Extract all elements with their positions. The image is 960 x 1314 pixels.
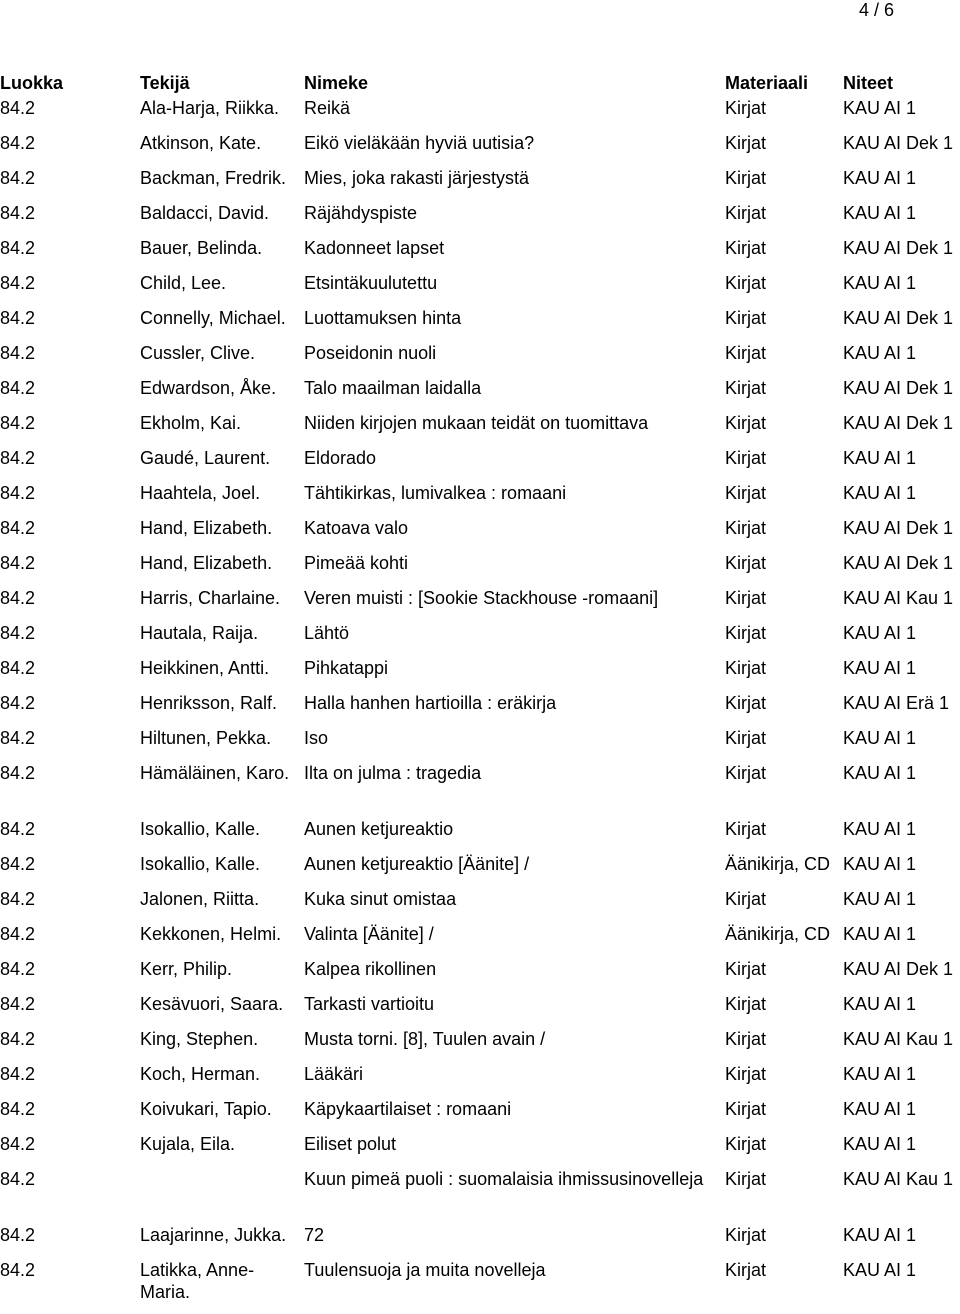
cell-nimeke: Musta torni. [8], Tuulen avain / (304, 1029, 546, 1049)
cell-tekija: Kujala, Eila. (140, 1134, 236, 1154)
cell-niteet: KAU AI 1 (843, 728, 917, 748)
table-row (0, 762, 960, 817)
table-row (0, 727, 960, 762)
cell-tekija: Ala-Harja, Riikka. (140, 98, 280, 118)
cell-tekija: King, Stephen. (140, 1029, 259, 1049)
cell-luokka: 84.2 (0, 553, 36, 573)
cell-tekija: Backman, Fredrik. (140, 168, 287, 188)
table-row (0, 237, 960, 272)
cell-niteet: KAU AI 1 (843, 1225, 917, 1245)
cell-nimeke: Tuulensuoja ja muita novelleja (304, 1260, 546, 1280)
cell-materiaali: Kirjat (725, 133, 767, 153)
cell-luokka: 84.2 (0, 924, 36, 944)
cell-luokka: 84.2 (0, 483, 36, 503)
table-row (0, 1028, 960, 1063)
cell-tekija: Isokallio, Kalle. (140, 819, 261, 839)
cell-luokka: 84.2 (0, 343, 36, 363)
column-header-materiaali: Materiaali (725, 73, 809, 93)
page-number: 4 / 6 (858, 0, 894, 20)
cell-nimeke: Veren muisti : [Sookie Stackhouse -romaani] (304, 588, 659, 608)
cell-tekija: Isokallio, Kalle. (140, 854, 261, 874)
cell-luokka: 84.2 (0, 203, 36, 223)
cell-materiaali: Kirjat (725, 959, 767, 979)
cell-luokka: 84.2 (0, 854, 36, 874)
column-header-nimeke: Nimeke (304, 73, 369, 93)
cell-materiaali: Kirjat (725, 623, 767, 643)
cell-nimeke: Aunen ketjureaktio [Äänite] / (304, 854, 530, 874)
table-row (0, 993, 960, 1028)
cell-nimeke: Talo maailman laidalla (304, 378, 482, 398)
cell-materiaali: Kirjat (725, 1099, 767, 1119)
cell-nimeke: Aunen ketjureaktio (304, 819, 454, 839)
cell-materiaali: Kirjat (725, 203, 767, 223)
cell-materiaali: Kirjat (725, 693, 767, 713)
table-row (0, 923, 960, 958)
cell-nimeke: Etsintäkuulutettu (304, 273, 438, 293)
cell-tekija: Koch, Herman. (140, 1064, 261, 1084)
cell-nimeke: Ilta on julma : tragedia (304, 763, 482, 783)
table-row (0, 692, 960, 727)
cell-tekija: Gaudé, Laurent. (140, 448, 271, 468)
table-row (0, 1098, 960, 1133)
table-row (0, 1133, 960, 1168)
cell-niteet: KAU AI 1 (843, 819, 917, 839)
cell-tekija: Ekholm, Kai. (140, 413, 242, 433)
table-row (0, 587, 960, 622)
cell-tekija: Hiltunen, Pekka. (140, 728, 272, 748)
cell-niteet: KAU AI 1 (843, 483, 917, 503)
table-header (0, 72, 960, 94)
cell-tekija: Baldacci, David. (140, 203, 270, 223)
cell-tekija: Hand, Elizabeth. (140, 518, 273, 538)
cell-luokka: 84.2 (0, 959, 36, 979)
cell-niteet: KAU AI 1 (843, 1064, 917, 1084)
cell-luokka: 84.2 (0, 588, 36, 608)
cell-luokka: 84.2 (0, 238, 36, 258)
cell-nimeke: Pihkatappi (304, 658, 389, 678)
cell-materiaali: Kirjat (725, 1029, 767, 1049)
cell-luokka: 84.2 (0, 693, 36, 713)
cell-niteet: KAU AI Dek 1 (843, 553, 954, 573)
cell-tekija: Kesävuori, Saara. (140, 994, 284, 1014)
cell-materiaali: Kirjat (725, 448, 767, 468)
cell-luokka: 84.2 (0, 1260, 36, 1280)
table-row (0, 1168, 960, 1223)
cell-niteet: KAU AI Dek 1 (843, 238, 954, 258)
cell-nimeke: Lääkäri (304, 1064, 364, 1084)
table-row (0, 622, 960, 657)
cell-niteet: KAU AI Dek 1 (843, 518, 954, 538)
cell-tekija: Jalonen, Riitta. (140, 889, 260, 909)
cell-nimeke: Käpykaartilaiset : romaani (304, 1099, 512, 1119)
cell-luokka: 84.2 (0, 1064, 36, 1084)
cell-niteet: KAU AI 1 (843, 924, 917, 944)
cell-luokka: 84.2 (0, 1134, 36, 1154)
table-row (0, 412, 960, 447)
cell-niteet: KAU AI 1 (843, 448, 917, 468)
cell-materiaali: Kirjat (725, 413, 767, 433)
cell-niteet: KAU AI Kau 1 (843, 588, 954, 608)
table-row (0, 1224, 960, 1259)
cell-materiaali: Kirjat (725, 1225, 767, 1245)
cell-materiaali: Äänikirja, CD (725, 924, 831, 944)
table-row (0, 1063, 960, 1098)
cell-materiaali: Kirjat (725, 553, 767, 573)
cell-nimeke: Eiliset polut (304, 1134, 397, 1154)
column-header-niteet: Niteet (843, 73, 894, 93)
cell-nimeke: Lähtö (304, 623, 350, 643)
cell-luokka: 84.2 (0, 623, 36, 643)
table-row (0, 517, 960, 552)
cell-niteet: KAU AI Kau 1 (843, 1029, 954, 1049)
cell-luokka: 84.2 (0, 273, 36, 293)
cell-nimeke: Valinta [Äänite] / (304, 924, 434, 944)
cell-nimeke: Kadonneet lapset (304, 238, 445, 258)
table-row (0, 97, 960, 132)
cell-niteet: KAU AI 1 (843, 98, 917, 118)
cell-niteet: KAU AI 1 (843, 1099, 917, 1119)
cell-nimeke: Kalpea rikollinen (304, 959, 437, 979)
cell-luokka: 84.2 (0, 728, 36, 748)
cell-nimeke: 72 (304, 1225, 325, 1245)
cell-nimeke: Mies, joka rakasti järjestystä (304, 168, 530, 188)
cell-materiaali: Kirjat (725, 819, 767, 839)
cell-luokka: 84.2 (0, 1029, 36, 1049)
cell-niteet: KAU AI 1 (843, 658, 917, 678)
table-row (0, 1259, 960, 1314)
cell-materiaali: Kirjat (725, 889, 767, 909)
cell-nimeke: Eikö vieläkään hyviä uutisia? (304, 133, 535, 153)
cell-tekija: Edwardson, Åke. (140, 378, 277, 398)
cell-nimeke: Kuka sinut omistaa (304, 889, 457, 909)
cell-niteet: KAU AI 1 (843, 273, 917, 293)
cell-nimeke: Poseidonin nuoli (304, 343, 437, 363)
cell-materiaali: Kirjat (725, 483, 767, 503)
cell-luokka: 84.2 (0, 378, 36, 398)
cell-materiaali: Kirjat (725, 238, 767, 258)
cell-niteet: KAU AI Dek 1 (843, 308, 954, 328)
cell-niteet: KAU AI Dek 1 (843, 413, 954, 433)
cell-luokka: 84.2 (0, 763, 36, 783)
cell-niteet: KAU AI Dek 1 (843, 378, 954, 398)
cell-materiaali: Kirjat (725, 308, 767, 328)
cell-niteet: KAU AI 1 (843, 203, 917, 223)
table-row (0, 853, 960, 888)
table-row (0, 202, 960, 237)
cell-tekija: Atkinson, Kate. (140, 133, 262, 153)
cell-luokka: 84.2 (0, 98, 36, 118)
cell-materiaali: Kirjat (725, 343, 767, 363)
cell-materiaali: Kirjat (725, 1169, 767, 1189)
cell-niteet: KAU AI Dek 1 (843, 959, 954, 979)
cell-luokka: 84.2 (0, 1169, 36, 1189)
cell-luokka: 84.2 (0, 819, 36, 839)
cell-materiaali: Kirjat (725, 168, 767, 188)
cell-luokka: 84.2 (0, 889, 36, 909)
table-row (0, 888, 960, 923)
column-header-tekija: Tekijä (140, 73, 190, 93)
cell-niteet: KAU AI 1 (843, 623, 917, 643)
table-row (0, 167, 960, 202)
table-row (0, 272, 960, 307)
cell-niteet: KAU AI 1 (843, 994, 917, 1014)
cell-niteet: KAU AI 1 (843, 1134, 917, 1154)
cell-tekija: Latikka, Anne-Maria. (140, 1260, 255, 1302)
table-row (0, 657, 960, 692)
cell-luokka: 84.2 (0, 413, 36, 433)
cell-niteet: KAU AI Erä 1 (843, 693, 950, 713)
cell-tekija: Haahtela, Joel. (140, 483, 261, 503)
cell-nimeke: Halla hanhen hartioilla : eräkirja (304, 693, 557, 713)
cell-niteet: KAU AI 1 (843, 889, 917, 909)
cell-nimeke: Iso (304, 728, 329, 748)
cell-tekija: Laajarinne, Jukka. (140, 1225, 287, 1245)
table-row (0, 482, 960, 517)
table-row (0, 132, 960, 167)
cell-tekija: Koivukari, Tapio. (140, 1099, 272, 1119)
cell-tekija: Heikkinen, Antti. (140, 658, 270, 678)
cell-nimeke: Katoava valo (304, 518, 409, 538)
cell-materiaali: Kirjat (725, 728, 767, 748)
cell-luokka: 84.2 (0, 133, 36, 153)
cell-luokka: 84.2 (0, 1225, 36, 1245)
cell-nimeke: Tähtikirkas, lumivalkea : romaani (304, 483, 567, 503)
cell-tekija: Kekkonen, Helmi. (140, 924, 282, 944)
table-row (0, 818, 960, 853)
cell-niteet: KAU AI Kau 1 (843, 1169, 954, 1189)
cell-tekija: Hämäläinen, Karo. (140, 763, 290, 783)
cell-tekija: Connelly, Michael. (140, 308, 286, 328)
cell-materiaali: Kirjat (725, 658, 767, 678)
cell-luokka: 84.2 (0, 168, 36, 188)
cell-materiaali: Äänikirja, CD (725, 854, 831, 874)
cell-niteet: KAU AI 1 (843, 343, 917, 363)
table-row (0, 307, 960, 342)
cell-niteet: KAU AI 1 (843, 168, 917, 188)
cell-tekija: Cussler, Clive. (140, 343, 256, 363)
table-row (0, 958, 960, 993)
cell-luokka: 84.2 (0, 308, 36, 328)
cell-tekija: Child, Lee. (140, 273, 227, 293)
cell-luokka: 84.2 (0, 448, 36, 468)
cell-niteet: KAU AI Dek 1 (843, 133, 954, 153)
cell-materiaali: Kirjat (725, 1064, 767, 1084)
cell-niteet: KAU AI 1 (843, 763, 917, 783)
cell-materiaali: Kirjat (725, 763, 767, 783)
cell-materiaali: Kirjat (725, 1260, 767, 1280)
table-row (0, 342, 960, 377)
cell-materiaali: Kirjat (725, 994, 767, 1014)
cell-tekija: Hautala, Raija. (140, 623, 259, 643)
cell-niteet: KAU AI 1 (843, 854, 917, 874)
cell-luokka: 84.2 (0, 658, 36, 678)
cell-materiaali: Kirjat (725, 1134, 767, 1154)
cell-nimeke: Pimeää kohti (304, 553, 409, 573)
cell-tekija: Bauer, Belinda. (140, 238, 263, 258)
cell-nimeke: Räjähdyspiste (304, 203, 418, 223)
cell-tekija: Henriksson, Ralf. (140, 693, 278, 713)
cell-nimeke: Tarkasti vartioitu (304, 994, 435, 1014)
cell-materiaali: Kirjat (725, 98, 767, 118)
cell-tekija: Hand, Elizabeth. (140, 553, 273, 573)
cell-nimeke: Kuun pimeä puoli : suomalaisia ihmissusinovelleja (304, 1169, 704, 1189)
cell-luokka: 84.2 (0, 518, 36, 538)
cell-nimeke: Niiden kirjojen mukaan teidät on tuomittava (304, 413, 649, 433)
cell-luokka: 84.2 (0, 994, 36, 1014)
cell-tekija: Harris, Charlaine. (140, 588, 281, 608)
cell-nimeke: Reikä (304, 98, 351, 118)
cell-materiaali: Kirjat (725, 588, 767, 608)
cell-nimeke: Eldorado (304, 448, 377, 468)
column-header-luokka: Luokka (0, 73, 64, 93)
table-row (0, 377, 960, 412)
table-row (0, 447, 960, 482)
table-row (0, 552, 960, 587)
cell-nimeke: Luottamuksen hinta (304, 308, 462, 328)
cell-tekija: Kerr, Philip. (140, 959, 233, 979)
cell-materiaali: Kirjat (725, 518, 767, 538)
cell-luokka: 84.2 (0, 1099, 36, 1119)
cell-materiaali: Kirjat (725, 378, 767, 398)
cell-materiaali: Kirjat (725, 273, 767, 293)
cell-niteet: KAU AI 1 (843, 1260, 917, 1280)
